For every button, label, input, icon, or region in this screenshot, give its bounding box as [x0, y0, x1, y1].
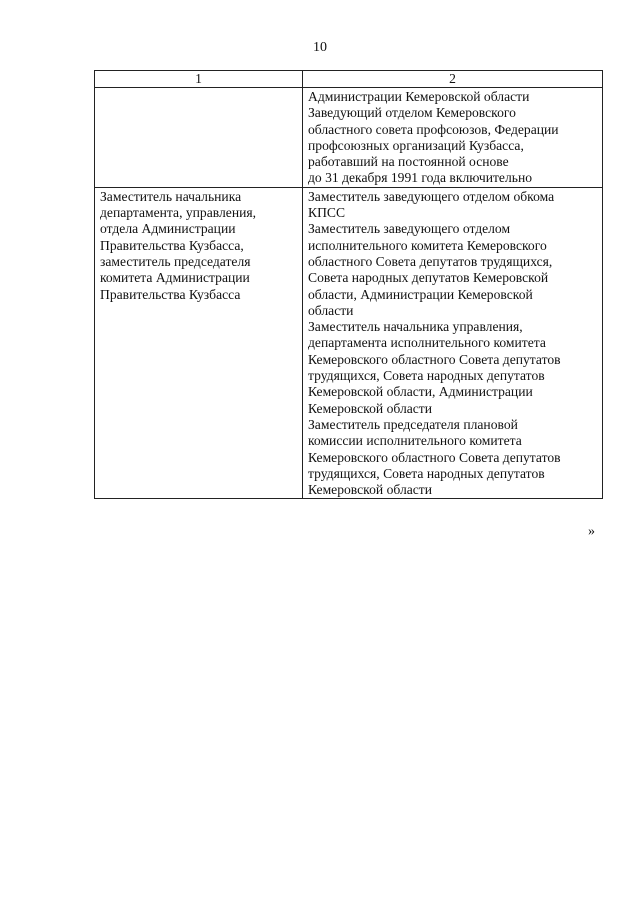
- row-1-right-line: областного совета профсоюзов, Федерации: [308, 121, 559, 137]
- column-header-2: 2: [303, 71, 603, 88]
- row-2-right-line: областного Совета депутатов трудящихся,: [308, 253, 553, 269]
- table-row: [95, 187, 603, 499]
- row-2-left-cell: [95, 187, 303, 499]
- positions-table: [94, 70, 603, 499]
- table-row: [95, 88, 603, 188]
- row-2-right-line: комиссии исполнительного комитета: [308, 433, 522, 449]
- row-2-right-line: области, Администрации Кемеровской: [308, 286, 533, 302]
- row-1-right-line: до 31 декабря 1991 года включительно: [308, 170, 533, 186]
- row-2-right-line: Заместитель заведующего отделом обкома: [308, 188, 555, 204]
- row-2-left-line: Правительства Кузбасса,: [100, 237, 244, 253]
- row-1-right-line: работавший на постоянной основе: [308, 154, 509, 170]
- page-number: 10: [313, 40, 327, 55]
- row-2-right-line: КПСС: [308, 205, 346, 221]
- row-2-right-line: Заместитель заведующего отделом: [308, 221, 511, 237]
- row-2-right-line: Кемеровского областного Совета депутатов: [308, 351, 561, 367]
- row-1-left-cell: [95, 88, 303, 188]
- row-1-right-line: Заведующий отделом Кемеровского: [308, 105, 516, 121]
- row-2-right-line: департамента исполнительного комитета: [308, 335, 546, 351]
- row-2-left-line: Правительства Кузбасса: [100, 286, 241, 302]
- column-header-1: 1: [95, 71, 303, 88]
- row-2-right-line: Заместитель начальника управления,: [308, 319, 523, 335]
- row-1-right-line: профсоюзных организаций Кузбасса,: [308, 137, 524, 153]
- row-2-left-line: комитета Администрации: [100, 270, 250, 286]
- row-2-right-line: трудящихся, Совета народных депутатов: [308, 368, 545, 384]
- row-1-right-cell: [303, 88, 603, 188]
- table-header-row: [95, 71, 603, 88]
- row-2-left-line: отдела Администрации: [100, 221, 236, 237]
- row-1-right-line: Администрации Кемеровской области: [308, 89, 530, 104]
- row-2-right-line: Кемеровской области, Администрации: [308, 384, 533, 400]
- row-2-right-line: Кемеровского областного Совета депутатов: [308, 449, 561, 465]
- row-2-left-line: Заместитель начальника: [100, 188, 242, 204]
- row-2-right-line: Кемеровской области: [308, 482, 433, 498]
- row-2-right-line: Совета народных депутатов Кемеровской: [308, 270, 549, 286]
- row-2-right-line: исполнительного комитета Кемеровского: [308, 237, 547, 253]
- closing-quote: »: [588, 524, 595, 539]
- row-2-right-line: трудящихся, Совета народных депутатов: [308, 465, 545, 481]
- row-2-left-line: заместитель председателя: [100, 253, 251, 269]
- row-2-left-line: департамента, управления,: [100, 205, 257, 221]
- row-2-right-line: Заместитель председателя плановой: [308, 416, 518, 432]
- row-2-right-line: Кемеровской области: [308, 400, 433, 416]
- row-2-right-cell: [303, 187, 603, 499]
- row-2-right-line: области: [308, 302, 354, 318]
